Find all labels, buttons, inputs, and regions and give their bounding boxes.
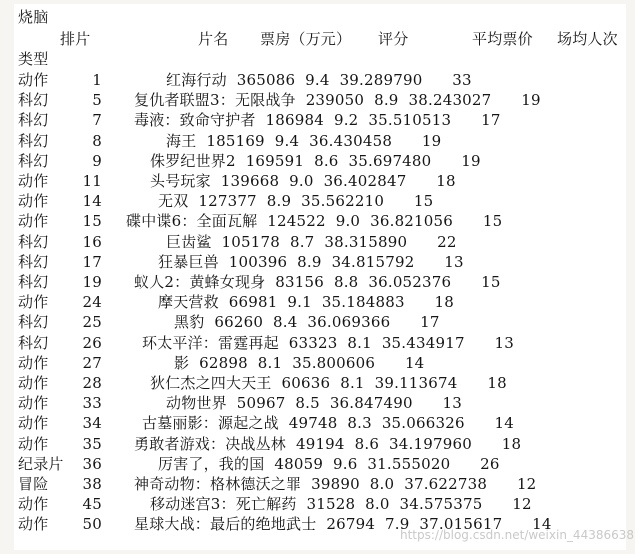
row-values: [110, 293, 454, 311]
avg-price-cell: 34.815792: [331, 252, 415, 271]
cell-gap: [297, 313, 307, 331]
score-cell: 9.2: [333, 111, 359, 130]
avg-audience-cell: 19: [421, 131, 442, 150]
columns-name-label: 烧脑: [18, 8, 49, 26]
avg-price-cell: 37.015617: [419, 515, 503, 534]
cell-gap: [358, 273, 368, 291]
cell-gap: [414, 253, 444, 271]
box-office-cell: 100396: [228, 252, 288, 271]
avg-audience-cell: 14: [404, 353, 425, 372]
title-cell: 影: [174, 353, 190, 372]
score-cell: 9.4: [274, 131, 300, 150]
index-name-label: 类型: [18, 50, 49, 68]
cell-gap: [189, 354, 199, 372]
row-values: [110, 212, 502, 230]
genre-cell: 科幻: [18, 131, 49, 150]
avg-audience-cell: 19: [521, 91, 541, 110]
row-values: [110, 394, 462, 412]
row-values: [110, 334, 514, 352]
score-cell: 8.4: [273, 313, 298, 332]
rank-cell: 28: [82, 374, 102, 392]
avg-price-cell: 35.510513: [368, 111, 452, 130]
rank-cell: 33: [82, 394, 102, 413]
cell-gap: [296, 91, 306, 109]
header-rank: 排片: [60, 30, 91, 48]
row-values: [110, 253, 464, 271]
cell-gap: [312, 293, 322, 311]
row-values: [110, 233, 457, 251]
title-cell: 黑豹: [174, 313, 205, 332]
genre-cell: 动作: [18, 374, 49, 392]
cell-gap: [227, 394, 237, 412]
avg-price-cell: 34.575375: [399, 495, 483, 514]
avg-audience-cell: 14: [494, 414, 515, 433]
cell-gap: [279, 334, 289, 352]
row-values: [110, 71, 472, 89]
score-cell: 8.7: [289, 232, 315, 251]
row-values: [110, 313, 440, 331]
avg-price-cell: 38.243027: [408, 91, 492, 110]
cell-gap: [257, 192, 267, 210]
title-cell: 星球大战：最后的绝地武士: [134, 515, 317, 534]
cell-gap: [357, 455, 367, 473]
cell-gap: [465, 414, 495, 432]
cell-gap: [299, 132, 309, 150]
avg-price-cell: 36.430458: [309, 131, 393, 150]
cell-gap: [314, 172, 324, 190]
avg-price-cell: 36.847490: [329, 394, 413, 413]
rank-cell: 16: [82, 232, 102, 251]
title-cell: 海王: [166, 131, 197, 150]
cell-gap: [248, 354, 258, 372]
genre-cell: 科幻: [18, 273, 49, 291]
row-values: [110, 132, 441, 150]
cell-gap: [304, 152, 314, 170]
rank-cell: 11: [82, 172, 102, 190]
score-cell: 7.9: [385, 515, 410, 534]
title-cell: 巨齿鲨: [166, 232, 212, 251]
box-office-cell: 49748: [288, 414, 338, 433]
cell-gap: [482, 495, 512, 513]
title-cell: 侏罗纪世界2: [150, 151, 236, 170]
row-values: [110, 354, 424, 372]
cell-gap: [339, 152, 349, 170]
genre-cell: 科幻: [18, 111, 49, 130]
avg-audience-cell: 33: [452, 71, 472, 89]
genre-cell: 科幻: [18, 333, 49, 352]
cell-gap: [364, 91, 374, 109]
cell-gap: [375, 515, 385, 533]
cell-gap: [295, 71, 305, 89]
score-cell: 9.0: [335, 212, 361, 231]
rank-cell: 50: [82, 515, 102, 534]
cell-gap: [297, 495, 307, 513]
box-office-cell: 50967: [236, 394, 286, 413]
avg-audience-cell: 19: [461, 151, 481, 170]
cell-gap: [287, 253, 297, 271]
header-avg-audience: 场均人次: [557, 30, 618, 48]
cell-gap: [212, 233, 222, 251]
avg-audience-cell: 14: [532, 515, 552, 534]
cell-gap: [188, 192, 198, 210]
title-cell: 勇敢者游戏：决战丛林: [134, 434, 287, 453]
score-cell: 9.1: [287, 293, 312, 312]
cell-gap: [379, 435, 389, 453]
score-cell: 8.1: [257, 353, 283, 372]
box-office-cell: 60636: [281, 374, 331, 392]
avg-price-cell: 35.434917: [381, 333, 465, 352]
rank-cell: 34: [82, 414, 102, 433]
header-score: 评分: [378, 30, 409, 48]
avg-price-cell: 35.066326: [381, 414, 465, 433]
cell-gap: [330, 374, 340, 392]
title-cell: 红海行动: [166, 71, 227, 89]
row-values: [110, 152, 481, 170]
cell-gap: [227, 71, 237, 89]
avg-audience-cell: 18: [487, 374, 507, 392]
avg-audience-cell: 13: [494, 333, 515, 352]
cell-gap: [337, 334, 347, 352]
row-values: [110, 435, 521, 453]
cell-gap: [330, 71, 340, 89]
cell-gap: [256, 111, 266, 129]
avg-price-cell: 39.289790: [339, 71, 423, 89]
row-values: [110, 495, 532, 513]
cell-gap: [365, 374, 375, 392]
row-values: [110, 455, 500, 473]
cell-gap: [450, 455, 480, 473]
avg-price-cell: 38.315890: [324, 232, 408, 251]
cell-gap: [257, 212, 267, 230]
cell-gap: [301, 475, 311, 493]
score-cell: 8.1: [340, 374, 365, 392]
avg-price-cell: 37.622738: [404, 475, 488, 493]
cell-gap: [324, 111, 334, 129]
cell-gap: [392, 132, 422, 150]
score-cell: 8.5: [295, 394, 320, 413]
genre-cell: 动作: [18, 71, 49, 89]
cell-gap: [472, 435, 502, 453]
avg-audience-cell: 12: [512, 495, 532, 514]
cell-gap: [355, 495, 365, 513]
cell-gap: [372, 414, 382, 432]
cell-gap: [211, 172, 221, 190]
cell-gap: [279, 414, 289, 432]
genre-cell: 动作: [18, 515, 49, 534]
cell-gap: [399, 91, 409, 109]
cell-gap: [358, 111, 368, 129]
row-values: [110, 91, 541, 109]
score-cell: 9.6: [333, 454, 358, 473]
avg-audience-cell: 15: [413, 192, 434, 211]
avg-price-cell: 34.197960: [389, 434, 472, 453]
cell-gap: [451, 273, 481, 291]
cell-gap: [272, 374, 282, 392]
avg-price-cell: 35.697480: [348, 151, 432, 170]
cell-gap: [360, 212, 370, 230]
title-cell: 移动迷宫3：死亡解药: [150, 495, 297, 514]
cell-gap: [345, 435, 355, 453]
rank-cell: 36: [82, 454, 102, 473]
genre-cell: 动作: [18, 495, 49, 514]
cell-gap: [196, 132, 206, 150]
cell-gap: [219, 293, 229, 311]
genre-cell: 动作: [18, 293, 49, 312]
cell-gap: [277, 293, 287, 311]
box-office-cell: 239050: [305, 91, 365, 110]
avg-price-cell: 36.069366: [307, 313, 391, 332]
box-office-cell: 185169: [206, 131, 265, 150]
rank-cell: 38: [82, 475, 102, 493]
cell-gap: [263, 313, 273, 331]
score-cell: 8.9: [297, 252, 322, 271]
rank-cell: 45: [82, 495, 102, 514]
title-cell: 摩天营救: [158, 293, 219, 312]
box-office-cell: 48059: [274, 454, 324, 473]
cell-gap: [431, 152, 461, 170]
title-cell: 环太平洋：雷霆再起: [142, 333, 279, 352]
rank-cell: 5: [92, 91, 102, 110]
header-box-office: 票房（万元）: [260, 30, 352, 48]
rank-cell: 35: [82, 434, 102, 453]
title-cell: 动物世界: [166, 394, 227, 413]
cell-gap: [279, 172, 289, 190]
title-cell: 无双: [158, 192, 189, 211]
avg-price-cell: 39.113674: [374, 374, 458, 392]
avg-audience-cell: 15: [481, 273, 501, 291]
title-cell: 复仇者联盟3：无限战争: [134, 91, 296, 110]
avg-audience-cell: 13: [444, 252, 464, 271]
genre-cell: 科幻: [18, 313, 49, 332]
avg-price-cell: 36.821056: [370, 212, 454, 231]
rank-cell: 24: [82, 293, 102, 312]
title-cell: 头号玩家: [150, 172, 211, 190]
cell-gap: [372, 334, 382, 352]
row-values: [110, 111, 501, 129]
genre-cell: 动作: [18, 192, 49, 211]
cell-gap: [390, 313, 420, 331]
title-cell: 神奇动物：格林德沃之罪: [134, 475, 302, 493]
cell-gap: [286, 435, 296, 453]
cell-gap: [219, 253, 229, 271]
cell-gap: [422, 71, 452, 89]
cell-gap: [487, 475, 517, 493]
genre-cell: 纪录片: [18, 454, 64, 473]
cell-gap: [320, 394, 330, 412]
avg-audience-cell: 17: [481, 111, 501, 130]
avg-audience-cell: 18: [436, 172, 456, 190]
cell-gap: [390, 495, 400, 513]
score-cell: 8.3: [347, 414, 372, 433]
avg-audience-cell: 15: [482, 212, 503, 231]
rank-cell: 15: [82, 212, 102, 231]
cell-gap: [491, 91, 521, 109]
cell-gap: [407, 233, 437, 251]
title-cell: 古墓丽影：源起之战: [142, 414, 279, 433]
box-office-cell: 105178: [221, 232, 281, 251]
genre-cell: 动作: [18, 394, 49, 413]
avg-price-cell: 31.555020: [367, 454, 451, 473]
cell-gap: [280, 233, 290, 251]
cell-gap: [323, 455, 333, 473]
box-office-cell: 83156: [275, 273, 325, 291]
box-office-cell: 63323: [288, 333, 338, 352]
row-values: [110, 192, 433, 210]
box-office-cell: 66981: [228, 293, 278, 312]
avg-audience-cell: 12: [516, 475, 537, 493]
watermark: https://blog.csdn.net/weixin_44386638: [400, 528, 635, 542]
score-cell: 8.6: [354, 434, 380, 453]
box-office-cell: 26794: [326, 515, 376, 534]
rank-cell: 14: [82, 192, 102, 211]
rank-cell: 17: [82, 252, 102, 271]
cell-gap: [316, 515, 326, 533]
avg-audience-cell: 18: [434, 293, 455, 312]
genre-cell: 科幻: [18, 252, 49, 271]
score-cell: 8.0: [369, 475, 395, 493]
genre-cell: 动作: [18, 212, 49, 231]
cell-gap: [451, 111, 481, 129]
title-cell: 碟中谍6：全面瓦解: [126, 212, 258, 231]
score-cell: 8.1: [347, 333, 372, 352]
cell-gap: [458, 374, 488, 392]
rank-cell: 1: [92, 71, 102, 89]
rank-cell: 26: [82, 333, 102, 352]
rank-cell: 25: [82, 313, 102, 332]
title-cell: 蚁人2：黄蜂女现身: [134, 273, 266, 291]
rank-cell: 8: [92, 131, 102, 150]
cell-gap: [375, 354, 405, 372]
cell-gap: [314, 233, 324, 251]
rank-cell: 9: [92, 151, 102, 170]
cell-gap: [236, 152, 246, 170]
rank-cell: 19: [82, 273, 102, 291]
cell-gap: [413, 394, 443, 412]
box-office-cell: 127377: [198, 192, 257, 211]
box-office-cell: 124522: [267, 212, 326, 231]
box-office-cell: 169591: [245, 151, 305, 170]
genre-cell: 科幻: [18, 151, 49, 170]
score-cell: 9.0: [289, 172, 314, 190]
box-office-cell: 49194: [295, 434, 345, 453]
score-cell: 8.9: [266, 192, 292, 211]
cell-gap: [384, 192, 414, 210]
avg-price-cell: 36.052376: [368, 273, 452, 291]
header-title: 片名: [198, 30, 229, 48]
score-cell: 8.0: [365, 495, 390, 514]
cell-gap: [360, 475, 370, 493]
cell-gap: [291, 192, 301, 210]
row-values: [110, 172, 456, 190]
box-office-cell: 66260: [214, 313, 264, 332]
cell-gap: [324, 273, 334, 291]
row-values: [110, 273, 501, 291]
cell-gap: [322, 253, 332, 271]
box-office-cell: 186984: [265, 111, 325, 130]
avg-audience-cell: 18: [501, 434, 522, 453]
avg-audience-cell: 22: [437, 232, 457, 251]
score-cell: 8.6: [314, 151, 339, 170]
cell-gap: [326, 212, 336, 230]
box-office-cell: 31528: [306, 495, 356, 514]
cell-gap: [285, 394, 295, 412]
cell-gap: [265, 132, 275, 150]
row-values: [110, 414, 514, 432]
cell-gap: [405, 293, 435, 311]
avg-audience-cell: 17: [420, 313, 440, 332]
cell-gap: [282, 354, 292, 372]
avg-audience-cell: 26: [480, 454, 500, 473]
header-avg-price: 平均票价: [472, 30, 533, 48]
genre-cell: 科幻: [18, 91, 49, 110]
title-cell: 狂暴巨兽: [158, 252, 219, 271]
avg-price-cell: 35.562210: [301, 192, 385, 211]
genre-cell: 科幻: [18, 232, 49, 251]
box-office-cell: 39890: [311, 475, 360, 493]
genre-cell: 冒险: [18, 475, 49, 493]
title-cell: 狄仁杰之四大天王: [150, 374, 272, 392]
genre-cell: 动作: [18, 434, 49, 453]
avg-audience-cell: 13: [442, 394, 463, 413]
score-cell: 9.4: [305, 71, 330, 89]
title-cell: 毒液：致命守护者: [134, 111, 256, 130]
box-office-cell: 139668: [220, 172, 280, 190]
row-values: [110, 374, 507, 392]
rank-cell: 7: [92, 111, 102, 130]
genre-cell: 动作: [18, 172, 49, 190]
avg-price-cell: 35.800606: [292, 353, 376, 372]
cell-gap: [204, 313, 214, 331]
cell-gap: [465, 334, 495, 352]
cell-gap: [265, 273, 275, 291]
genre-cell: 动作: [18, 414, 49, 433]
cell-gap: [337, 414, 347, 432]
avg-price-cell: 36.402847: [323, 172, 407, 190]
cell-gap: [453, 212, 483, 230]
row-values: [110, 475, 536, 493]
cell-gap: [394, 475, 404, 493]
rank-cell: 27: [82, 353, 102, 372]
box-office-cell: 62898: [199, 353, 248, 372]
score-cell: 8.9: [374, 91, 399, 110]
avg-price-cell: 35.184883: [321, 293, 405, 312]
title-cell: 厉害了，我的国: [158, 454, 265, 473]
box-office-cell: 365086: [236, 71, 296, 89]
genre-cell: 动作: [18, 353, 49, 372]
score-cell: 8.8: [333, 273, 359, 291]
cell-gap: [264, 455, 274, 473]
cell-gap: [406, 172, 436, 190]
